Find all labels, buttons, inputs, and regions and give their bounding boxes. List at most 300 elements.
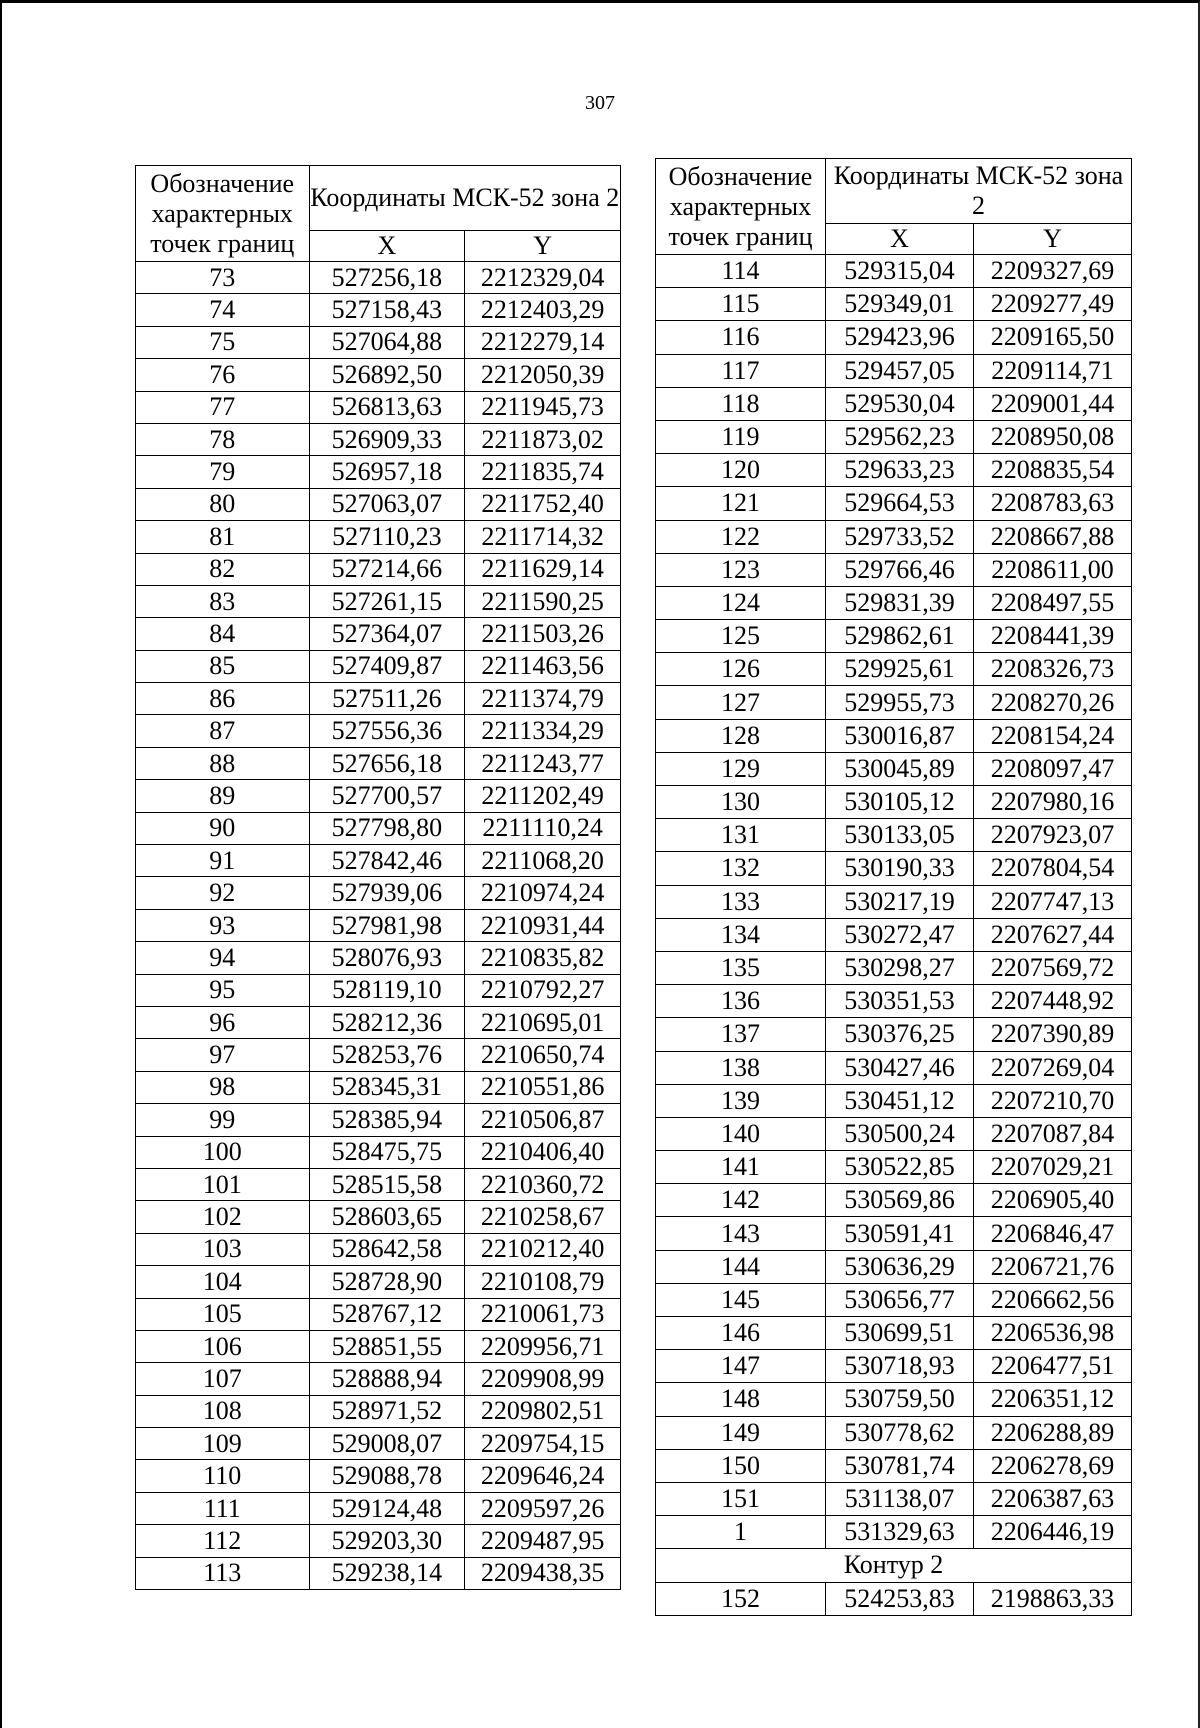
x-cell: 527158,43 <box>309 294 465 326</box>
point-id-cell: 88 <box>136 747 310 779</box>
point-id-cell: 87 <box>136 715 310 747</box>
point-id-cell: 97 <box>136 1039 310 1071</box>
x-cell: 526813,63 <box>309 391 465 423</box>
x-cell: 528345,31 <box>309 1071 465 1103</box>
x-cell: 527511,26 <box>309 683 465 715</box>
y-cell: 2206846,47 <box>974 1217 1132 1250</box>
y-cell: 2208097,47 <box>974 752 1132 785</box>
point-id-cell: 84 <box>136 618 310 650</box>
x-cell: 529423,96 <box>825 321 973 354</box>
point-id-cell: 106 <box>136 1330 310 1362</box>
table-row <box>656 1151 1132 1184</box>
x-cell: 529925,61 <box>825 653 973 686</box>
x-cell: 530217,19 <box>825 885 973 918</box>
x-header: X <box>309 231 465 262</box>
point-id-cell: 148 <box>656 1383 826 1416</box>
coordinates-table-right-body <box>656 255 1132 1616</box>
y-cell: 2211945,73 <box>465 391 621 423</box>
x-cell: 530105,12 <box>825 786 973 819</box>
point-id-cell: 141 <box>656 1151 826 1184</box>
y-cell: 2211835,74 <box>465 456 621 488</box>
y-cell: 2207087,84 <box>974 1117 1132 1150</box>
y-cell: 2208270,26 <box>974 686 1132 719</box>
x-cell: 529862,61 <box>825 620 973 653</box>
table-row <box>136 1071 621 1103</box>
point-id-cell: 107 <box>136 1363 310 1395</box>
table-row <box>656 487 1132 520</box>
y-cell: 2210061,73 <box>465 1298 621 1330</box>
table-row <box>136 942 621 974</box>
point-id-cell: 95 <box>136 974 310 1006</box>
x-cell: 528728,90 <box>309 1266 465 1298</box>
x-cell: 527261,15 <box>309 585 465 617</box>
x-cell: 528119,10 <box>309 974 465 1006</box>
point-id-cell: 104 <box>136 1266 310 1298</box>
y-cell: 2198863,33 <box>974 1582 1132 1615</box>
x-cell: 530699,51 <box>825 1317 973 1350</box>
y-cell: 2212279,14 <box>465 326 621 358</box>
point-id-cell: 74 <box>136 294 310 326</box>
y-cell: 2206288,89 <box>974 1416 1132 1449</box>
table-row <box>136 650 621 682</box>
table-row <box>136 1330 621 1362</box>
point-id-cell: 133 <box>656 885 826 918</box>
x-cell: 529349,01 <box>825 288 973 321</box>
x-cell: 528971,52 <box>309 1395 465 1427</box>
y-cell: 2208950,08 <box>974 420 1132 453</box>
point-id-cell: 132 <box>656 852 826 885</box>
contour-heading-row <box>656 1549 1132 1582</box>
x-cell: 527798,80 <box>309 812 465 844</box>
table-row <box>136 423 621 455</box>
point-id-cell: 85 <box>136 650 310 682</box>
y-cell: 2208497,55 <box>974 586 1132 619</box>
table-row <box>136 877 621 909</box>
table-row <box>136 747 621 779</box>
y-cell: 2210360,72 <box>465 1168 621 1200</box>
y-cell: 2207747,13 <box>974 885 1132 918</box>
table-row <box>136 1298 621 1330</box>
point-id-cell: 127 <box>656 686 826 719</box>
x-cell: 526957,18 <box>309 456 465 488</box>
table-row <box>136 585 621 617</box>
y-cell: 2209438,35 <box>465 1557 621 1589</box>
y-cell: 2210792,27 <box>465 974 621 1006</box>
table-row <box>136 1201 621 1233</box>
y-cell: 2208835,54 <box>974 454 1132 487</box>
y-cell: 2210931,44 <box>465 909 621 941</box>
table-row <box>656 786 1132 819</box>
point-id-cell: 129 <box>656 752 826 785</box>
y-cell: 2206446,19 <box>974 1516 1132 1549</box>
y-cell: 2210695,01 <box>465 1006 621 1038</box>
y-cell: 2208667,88 <box>974 520 1132 553</box>
point-id-cell: 138 <box>656 1051 826 1084</box>
point-id-cell: 90 <box>136 812 310 844</box>
point-id-cell: 118 <box>656 387 826 420</box>
table-row <box>656 951 1132 984</box>
x-cell: 527364,07 <box>309 618 465 650</box>
y-cell: 2212403,29 <box>465 294 621 326</box>
point-id-cell: 93 <box>136 909 310 941</box>
point-id-cell: 109 <box>136 1428 310 1460</box>
x-cell: 529831,39 <box>825 586 973 619</box>
point-id-cell: 145 <box>656 1283 826 1316</box>
table-row <box>656 819 1132 852</box>
x-cell: 530591,41 <box>825 1217 973 1250</box>
table-row <box>136 1395 621 1427</box>
x-cell: 524253,83 <box>825 1582 973 1615</box>
x-cell: 527656,18 <box>309 747 465 779</box>
point-id-cell: 119 <box>656 420 826 453</box>
x-header: X <box>825 224 973 255</box>
point-id-cell: 147 <box>656 1350 826 1383</box>
point-id-cell: 136 <box>656 985 826 1018</box>
x-cell: 527700,57 <box>309 780 465 812</box>
y-cell: 2211590,25 <box>465 585 621 617</box>
point-id-cell: 100 <box>136 1136 310 1168</box>
table-row <box>656 1117 1132 1150</box>
x-cell: 527556,36 <box>309 715 465 747</box>
table-row <box>136 1525 621 1557</box>
table-row <box>656 1184 1132 1217</box>
x-cell: 526909,33 <box>309 423 465 455</box>
table-row <box>656 586 1132 619</box>
point-id-cell: 114 <box>656 255 826 288</box>
point-id-cell: 137 <box>656 1018 826 1051</box>
x-cell: 529124,48 <box>309 1492 465 1524</box>
point-id-cell: 82 <box>136 553 310 585</box>
table-row <box>656 985 1132 1018</box>
table-row <box>136 1428 621 1460</box>
x-cell: 531138,07 <box>825 1482 973 1515</box>
x-cell: 530427,46 <box>825 1051 973 1084</box>
y-cell: 2211463,56 <box>465 650 621 682</box>
x-cell: 527981,98 <box>309 909 465 941</box>
y-cell: 2207804,54 <box>974 852 1132 885</box>
point-id-cell: 94 <box>136 942 310 974</box>
point-id-cell: 83 <box>136 585 310 617</box>
y-cell: 2209114,71 <box>974 354 1132 387</box>
y-cell: 2210258,67 <box>465 1201 621 1233</box>
x-cell: 527409,87 <box>309 650 465 682</box>
point-id-cell: 92 <box>136 877 310 909</box>
point-id-cell: 80 <box>136 488 310 520</box>
point-id-cell: 115 <box>656 288 826 321</box>
table-row <box>656 288 1132 321</box>
x-cell: 527110,23 <box>309 521 465 553</box>
y-cell: 2211752,40 <box>465 488 621 520</box>
x-cell: 530778,62 <box>825 1416 973 1449</box>
table-row <box>136 391 621 423</box>
x-cell: 528851,55 <box>309 1330 465 1362</box>
point-id-cell: 116 <box>656 321 826 354</box>
y-cell: 2212050,39 <box>465 359 621 391</box>
table-row <box>656 1416 1132 1449</box>
x-cell: 529955,73 <box>825 686 973 719</box>
y-cell: 2210506,87 <box>465 1104 621 1136</box>
y-cell: 2210835,82 <box>465 942 621 974</box>
table-row <box>656 620 1132 653</box>
x-cell: 529315,04 <box>825 255 973 288</box>
y-cell: 2207269,04 <box>974 1051 1132 1084</box>
y-cell: 2208611,00 <box>974 553 1132 586</box>
point-id-cell: 152 <box>656 1582 826 1615</box>
table-row <box>656 1449 1132 1482</box>
point-id-cell: 143 <box>656 1217 826 1250</box>
point-id-cell: 102 <box>136 1201 310 1233</box>
table-row <box>656 1051 1132 1084</box>
table-row <box>136 1136 621 1168</box>
x-cell: 529530,04 <box>825 387 973 420</box>
x-cell: 528076,93 <box>309 942 465 974</box>
x-cell: 529664,53 <box>825 487 973 520</box>
y-cell: 2206351,12 <box>974 1383 1132 1416</box>
table-row <box>136 1104 621 1136</box>
table-row <box>656 553 1132 586</box>
table-row <box>136 812 621 844</box>
y-cell: 2211714,32 <box>465 521 621 553</box>
point-id-cell: 126 <box>656 653 826 686</box>
x-cell: 530451,12 <box>825 1084 973 1117</box>
point-id-cell: 108 <box>136 1395 310 1427</box>
point-id-cell: 134 <box>656 918 826 951</box>
y-cell: 2207448,92 <box>974 985 1132 1018</box>
table-row <box>136 618 621 650</box>
x-cell: 530272,47 <box>825 918 973 951</box>
point-id-cell: 103 <box>136 1233 310 1265</box>
point-id-cell: 76 <box>136 359 310 391</box>
x-cell: 530500,24 <box>825 1117 973 1150</box>
table-row <box>136 909 621 941</box>
point-id-cell: 78 <box>136 423 310 455</box>
x-cell: 528603,65 <box>309 1201 465 1233</box>
y-cell: 2211243,77 <box>465 747 621 779</box>
y-cell: 2211334,29 <box>465 715 621 747</box>
y-cell: 2207029,21 <box>974 1151 1132 1184</box>
table-row <box>656 1084 1132 1117</box>
x-cell: 527214,66 <box>309 553 465 585</box>
point-header: Обозначение характерных точек границ <box>136 166 310 262</box>
table-row <box>656 885 1132 918</box>
point-id-cell: 139 <box>656 1084 826 1117</box>
table-row <box>656 1283 1132 1316</box>
y-cell: 2207923,07 <box>974 819 1132 852</box>
table-row <box>656 321 1132 354</box>
point-id-cell: 140 <box>656 1117 826 1150</box>
y-cell: 2209754,15 <box>465 1428 621 1460</box>
point-id-cell: 96 <box>136 1006 310 1038</box>
y-cell: 2208154,24 <box>974 719 1132 752</box>
x-cell: 529733,52 <box>825 520 973 553</box>
y-cell: 2209802,51 <box>465 1395 621 1427</box>
y-cell: 2209001,44 <box>974 387 1132 420</box>
x-cell: 527842,46 <box>309 845 465 877</box>
coordinates-table-left-body <box>136 262 621 1590</box>
x-cell: 527063,07 <box>309 488 465 520</box>
point-id-cell: 122 <box>656 520 826 553</box>
y-cell: 2210406,40 <box>465 1136 621 1168</box>
point-id-cell: 131 <box>656 819 826 852</box>
table-row <box>656 454 1132 487</box>
coordinates-table-left <box>135 165 621 1590</box>
x-cell: 528253,76 <box>309 1039 465 1071</box>
y-cell: 2208783,63 <box>974 487 1132 520</box>
x-cell: 530190,33 <box>825 852 973 885</box>
y-cell: 2206662,56 <box>974 1283 1132 1316</box>
y-header: Y <box>974 224 1132 255</box>
y-cell: 2211374,79 <box>465 683 621 715</box>
table-row <box>656 1482 1132 1515</box>
point-id-cell: 89 <box>136 780 310 812</box>
y-cell: 2211068,20 <box>465 845 621 877</box>
table-row <box>136 456 621 488</box>
y-cell: 2209956,71 <box>465 1330 621 1362</box>
table-row <box>656 520 1132 553</box>
x-cell: 530045,89 <box>825 752 973 785</box>
y-cell: 2209277,49 <box>974 288 1132 321</box>
table-row <box>656 1383 1132 1416</box>
point-id-cell: 111 <box>136 1492 310 1524</box>
y-cell: 2209165,50 <box>974 321 1132 354</box>
y-cell: 2211110,24 <box>465 812 621 844</box>
x-cell: 529457,05 <box>825 354 973 387</box>
y-cell: 2207210,70 <box>974 1084 1132 1117</box>
coordinates-table-right <box>655 158 1132 1616</box>
x-cell: 530016,87 <box>825 719 973 752</box>
contour-label: Контур 2 <box>656 1549 1132 1582</box>
x-cell: 528642,58 <box>309 1233 465 1265</box>
point-id-cell: 91 <box>136 845 310 877</box>
x-cell: 529203,30 <box>309 1525 465 1557</box>
table-row <box>136 326 621 358</box>
y-cell: 2211629,14 <box>465 553 621 585</box>
point-id-cell: 124 <box>656 586 826 619</box>
x-cell: 528212,36 <box>309 1006 465 1038</box>
table-row <box>136 1168 621 1200</box>
y-cell: 2210650,74 <box>465 1039 621 1071</box>
y-cell: 2206278,69 <box>974 1449 1132 1482</box>
table-row <box>136 715 621 747</box>
y-cell: 2208326,73 <box>974 653 1132 686</box>
y-cell: 2210212,40 <box>465 1233 621 1265</box>
point-id-cell: 144 <box>656 1250 826 1283</box>
coords-header: Координаты МСК-52 зона 2 <box>825 159 1131 224</box>
x-cell: 529238,14 <box>309 1557 465 1589</box>
y-cell: 2206905,40 <box>974 1184 1132 1217</box>
y-cell: 2209908,99 <box>465 1363 621 1395</box>
point-id-cell: 151 <box>656 1482 826 1515</box>
x-cell: 530636,29 <box>825 1250 973 1283</box>
y-cell: 2210974,24 <box>465 877 621 909</box>
table-row <box>656 918 1132 951</box>
point-id-cell: 149 <box>656 1416 826 1449</box>
table-row <box>136 553 621 585</box>
x-cell: 528385,94 <box>309 1104 465 1136</box>
x-cell: 529008,07 <box>309 1428 465 1460</box>
table-row <box>656 686 1132 719</box>
point-id-cell: 125 <box>656 620 826 653</box>
table-row <box>136 780 621 812</box>
point-id-cell: 120 <box>656 454 826 487</box>
x-cell: 530656,77 <box>825 1283 973 1316</box>
point-id-cell: 77 <box>136 391 310 423</box>
coords-header: Координаты МСК-52 зона 2 <box>309 166 620 231</box>
y-cell: 2211873,02 <box>465 423 621 455</box>
point-id-cell: 1 <box>656 1516 826 1549</box>
table-row <box>136 1039 621 1071</box>
x-cell: 530376,25 <box>825 1018 973 1051</box>
x-cell: 527064,88 <box>309 326 465 358</box>
point-id-cell: 81 <box>136 521 310 553</box>
table-row <box>136 262 621 294</box>
page-number: 307 <box>585 92 615 114</box>
x-cell: 527939,06 <box>309 877 465 909</box>
table-row <box>136 1266 621 1298</box>
table-row <box>136 359 621 391</box>
point-id-cell: 130 <box>656 786 826 819</box>
x-cell: 529562,23 <box>825 420 973 453</box>
table-row <box>136 1492 621 1524</box>
x-cell: 530522,85 <box>825 1151 973 1184</box>
x-cell: 526892,50 <box>309 359 465 391</box>
y-cell: 2206387,63 <box>974 1482 1132 1515</box>
point-id-cell: 142 <box>656 1184 826 1217</box>
y-cell: 2210108,79 <box>465 1266 621 1298</box>
table-row <box>656 387 1132 420</box>
y-cell: 2207980,16 <box>974 786 1132 819</box>
table-row <box>656 1317 1132 1350</box>
y-cell: 2209327,69 <box>974 255 1132 288</box>
y-cell: 2207390,89 <box>974 1018 1132 1051</box>
table-row <box>656 1217 1132 1250</box>
table-row <box>656 354 1132 387</box>
y-cell: 2210551,86 <box>465 1071 621 1103</box>
y-cell: 2208441,39 <box>974 620 1132 653</box>
table-row <box>136 1557 621 1589</box>
x-cell: 527256,18 <box>309 262 465 294</box>
y-cell: 2212329,04 <box>465 262 621 294</box>
x-cell: 529766,46 <box>825 553 973 586</box>
y-cell: 2206721,76 <box>974 1250 1132 1283</box>
point-id-cell: 146 <box>656 1317 826 1350</box>
y-cell: 2209487,95 <box>465 1525 621 1557</box>
point-id-cell: 113 <box>136 1557 310 1589</box>
point-id-cell: 150 <box>656 1449 826 1482</box>
y-cell: 2206536,98 <box>974 1317 1132 1350</box>
point-id-cell: 112 <box>136 1525 310 1557</box>
point-id-cell: 117 <box>656 354 826 387</box>
y-cell: 2211202,49 <box>465 780 621 812</box>
point-id-cell: 110 <box>136 1460 310 1492</box>
table-row <box>136 683 621 715</box>
table-row <box>656 1018 1132 1051</box>
y-cell: 2207627,44 <box>974 918 1132 951</box>
table-row <box>656 719 1132 752</box>
table-row <box>136 521 621 553</box>
table-row <box>136 1233 621 1265</box>
y-cell: 2209597,26 <box>465 1492 621 1524</box>
point-id-cell: 101 <box>136 1168 310 1200</box>
point-id-cell: 75 <box>136 326 310 358</box>
table-row <box>136 488 621 520</box>
table-row <box>656 1582 1132 1615</box>
table-row <box>656 1250 1132 1283</box>
point-id-cell: 121 <box>656 487 826 520</box>
x-cell: 529633,23 <box>825 454 973 487</box>
x-cell: 531329,63 <box>825 1516 973 1549</box>
table-row <box>656 1350 1132 1383</box>
